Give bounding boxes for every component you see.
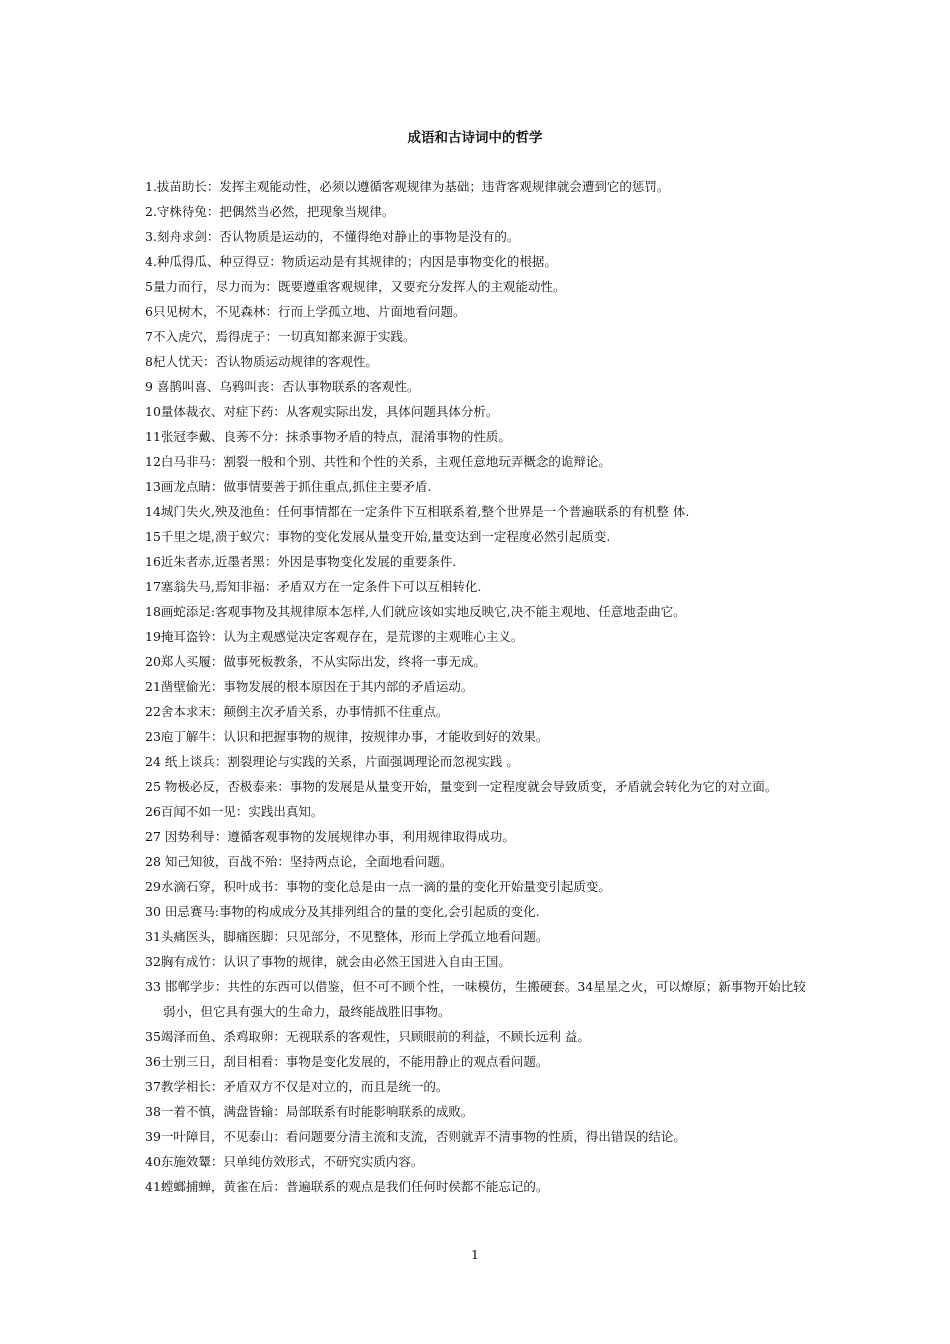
list-item: 8杞人忧天：否认物质运动规律的客观性。: [145, 354, 378, 369]
list-item: 35竭泽而鱼、杀鸡取卵：无视联系的客观性，只顾眼前的利益，不顾长远利 益。: [145, 1029, 590, 1044]
list-item: 19掩耳盗铃：认为主观感觉决定客观存在，是荒谬的主观唯心主义。: [145, 629, 524, 644]
list-item: 33 邯郸学步：共性的东西可以借鉴，但不可不顾个性，一味模仿，生搬硬套。34星星之火，可以燎原；新事物开始比较弱小，但它具有强大的生命力，最终能战胜旧事物。: [145, 979, 806, 1019]
list-item: 22舍本求末：颠倒主次矛盾关系，办事情抓不住重点。: [145, 704, 449, 719]
page-number: 1: [471, 1247, 479, 1262]
list-item: 11张冠李戴、良莠不分：抹杀事物矛盾的特点，混淆事物的性质。: [145, 429, 511, 444]
list-item: 6只见树木，不见森林：行而上学孤立地、片面地看问题。: [145, 304, 466, 319]
list-item: 1.拔苗助长：发挥主观能动性，必须以遵循客观规律为基础；违背客观规律就会遭到它的惩罚。: [145, 179, 670, 194]
list-item: 26百闻不如一见：实践出真知。: [145, 804, 324, 819]
list-item: 14城门失火,殃及池鱼：任何事情都在一定条件下互相联系着,整个世界是一个普遍联系的有机整 体.: [145, 504, 690, 519]
list-item: 39一叶障目，不见泰山：看问题要分清主流和支流，否则就弄不清事物的性质，得出错误的结论。: [145, 1129, 686, 1144]
list-item: 31头痛医头，脚痛医脚：只见部分，不见整体，形而上学孤立地看问题。: [145, 929, 549, 944]
list-item: 16近朱者赤,近墨者黑：外因是事物变化发展的重要条件.: [145, 554, 457, 569]
list-item: 40东施效颦：只单纯仿效形式，不研究实质内容。: [145, 1154, 424, 1169]
idiom-list: [145, 174, 815, 1199]
list-item: 25 物极必反，否极泰来：事物的发展是从量变开始，量变到一定程度就会导致质变，矛盾就会转化为它的对立面。: [145, 779, 778, 794]
list-item: 21凿壁偷光：事物发展的根本原因在于其内部的矛盾运动。: [145, 679, 474, 694]
list-item: 17塞翁失马,焉知非福：矛盾双方在一定条件下可以互相转化.: [145, 579, 482, 594]
list-item: 15千里之堤,溃于蚁穴：事物的变化发展从量变开始,量变达到一定程度必然引起质变.: [145, 529, 611, 544]
list-item: 20郑人买履：做事死板教条，不从实际出发，终将一事无成。: [145, 654, 486, 669]
list-item: 38一着不慎，满盘皆输：局部联系有时能影响联系的成败。: [145, 1104, 474, 1119]
list-item: 27 因势利导：遵循客观事物的发展规律办事，利用规律取得成功。: [145, 829, 515, 844]
list-item: 18画蛇添足:客观事物及其规律原本怎样,人们就应该如实地反映它,决不能主观地、任意地歪曲它。: [145, 604, 686, 619]
list-item: 9 喜鹊叫喜、乌鸦叫丧：否认事物联系的客观性。: [145, 379, 420, 394]
list-item: 10量体裁衣、对症下药：从客观实际出发，具体问题具体分析。: [145, 404, 499, 419]
list-item: 28 知己知彼，百战不殆：坚持两点论，全面地看问题。: [145, 854, 453, 869]
list-item: 24 纸上谈兵：割裂理论与实践的关系，片面强调理论而忽视实践 。: [145, 754, 519, 769]
list-item: 3.刻舟求剑：否认物质是运动的，不懂得绝对静止的事物是没有的。: [145, 229, 520, 244]
list-item: 32胸有成竹：认识了事物的规律，就会由必然王国进入自由王国。: [145, 954, 511, 969]
list-item: 2.守株待兔：把偶然当必然，把现象当规律。: [145, 204, 395, 219]
list-item: 12白马非马：割裂一般和个别、共性和个性的关系，主观任意地玩弄概念的诡辩论。: [145, 454, 611, 469]
list-item: 23庖丁解牛：认识和把握事物的规律，按规律办事，才能收到好的效果。: [145, 729, 549, 744]
list-item: 41螳螂捕蝉，黄雀在后：普遍联系的观点是我们任何时侯都不能忘记的。: [145, 1179, 549, 1194]
list-item: 5量力而行，尽力而为：既要遵重客观规律，又要充分发挥人的主观能动性。: [145, 279, 566, 294]
list-item: 7不入虎穴，焉得虎子：一切真知都来源于实践。: [145, 329, 416, 344]
list-item: 36士别三日，刮目相看：事物是变化发展的，不能用静止的观点看问题。: [145, 1054, 549, 1069]
list-item: 4.种瓜得瓜、种豆得豆：物质运动是有其规律的；内因是事物变化的根据。: [145, 254, 557, 269]
list-item: 30 田忌赛马:事物的构成成分及其排列组合的量的变化,会引起质的变化.: [145, 904, 540, 919]
page-title: 成语和古诗词中的哲学: [407, 130, 543, 146]
list-item: 29水滴石穿，积叶成书：事物的变化总是由一点一滴的量的变化开始量变引起质变。: [145, 879, 611, 894]
list-item: 37教学相长：矛盾双方不仅是对立的，而且是统一的。: [145, 1079, 449, 1094]
list-item: 13画龙点睛：做事情要善于抓住重点,抓住主要矛盾.: [145, 479, 432, 494]
